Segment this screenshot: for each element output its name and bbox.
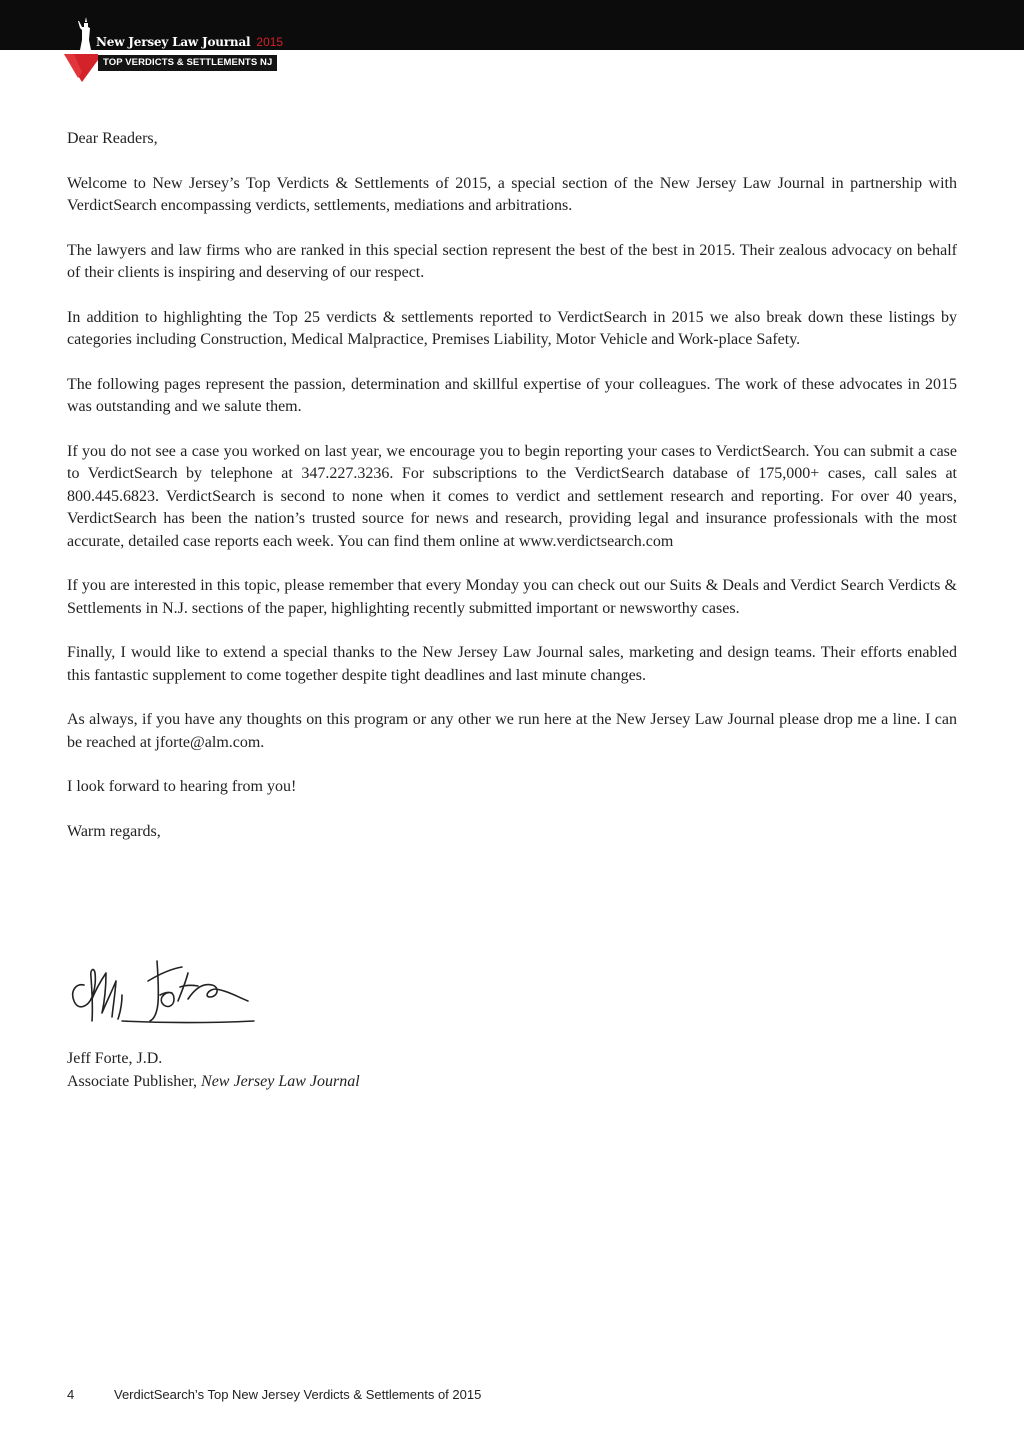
footer-text: VerdictSearch’s Top New Jersey Verdicts & Settlements of 2015 [114, 1387, 482, 1402]
closing: Warm regards, [67, 822, 161, 840]
paragraph: As always, if you have any thoughts on this program or any other we run here at the New Jersey Law Journal please drop me a line. I can be reached at jforte@alm.com. [67, 711, 957, 751]
page-footer [67, 1387, 767, 1402]
salutation: Dear Readers, [67, 130, 158, 147]
signer-block [67, 1048, 360, 1093]
masthead-logo [64, 16, 284, 80]
paragraph: I look forward to hearing from you! [67, 778, 297, 795]
masthead-title [96, 33, 283, 51]
paragraph: In addition to highlighting the Top 25 verdicts & settlements reported to VerdictSearch in 2015 we also break down these listings by categories including Construction, Medical Malpractice, Premises Liability, Motor Vehicle and Work-place Safety. [67, 308, 957, 348]
paragraph: Finally, I would like to extend a special thanks to the New Jersey Law Journal sales, marketing and design teams. Their efforts enabled this fantastic supplement to come together despite tight deadlines and last minute changes. [67, 644, 957, 684]
handwritten-signature [62, 955, 257, 1035]
paragraph: Welcome to New Jersey’s Top Verdicts & Settlements of 2015, a special section of the New Jersey Law Journal in partnership with VerdictSearch encompassing verdicts, settlements, mediations and arbitrations. [67, 174, 957, 214]
section-badge: TOP VERDICTS & SETTLEMENTS NJ [98, 55, 277, 71]
letter-body [67, 128, 957, 843]
page-number: 4 [67, 1387, 75, 1402]
paragraph: If you do not see a case you worked on last year, we encourage you to begin reporting your cases to VerdictSearch. You can submit a case to VerdictSearch by telephone at 347.227.3236. For subscriptions to the VerdictSearch database of 175,000+ cases, call sales at 800.445.6823. VerdictSearch is second to none when it comes to verdict and settlement research and reporting. For over 40 years, VerdictSearch has been the nation’s trusted source for news and research, providing legal and insurance professionals with the most accurate, detailed case reports each week. You can find them online at www.verdictsearch.com [67, 442, 957, 550]
signer-publication: New Jersey Law Journal [201, 1072, 360, 1090]
masthead-year: 2015 [256, 35, 284, 49]
signer-title-prefix: Associate Publisher, [67, 1072, 198, 1090]
statue-of-liberty-icon [74, 16, 96, 54]
masthead-name: New Jersey Law Journal [96, 35, 251, 49]
paragraph: The lawyers and law firms who are ranked in this special section represent the best of the best in 2015. Their zealous advocacy on behalf of their clients is inspiring and deserving of our respect. [67, 241, 957, 281]
signer-name: Jeff Forte, J.D. [67, 1050, 163, 1067]
red-check-mark-icon [64, 54, 98, 82]
paragraph: The following pages represent the passion, determination and skillful expertise of your colleagues. The work of these advocates in 2015 was outstanding and we salute them. [67, 375, 957, 415]
paragraph: If you are interested in this topic, please remember that every Monday you can check out our Suits & Deals and Verdict Search Verdicts & Settlements in N.J. sections of the paper, highlighting recently submitted important or newsworthy cases. [67, 577, 957, 617]
signer-title [67, 1071, 360, 1094]
